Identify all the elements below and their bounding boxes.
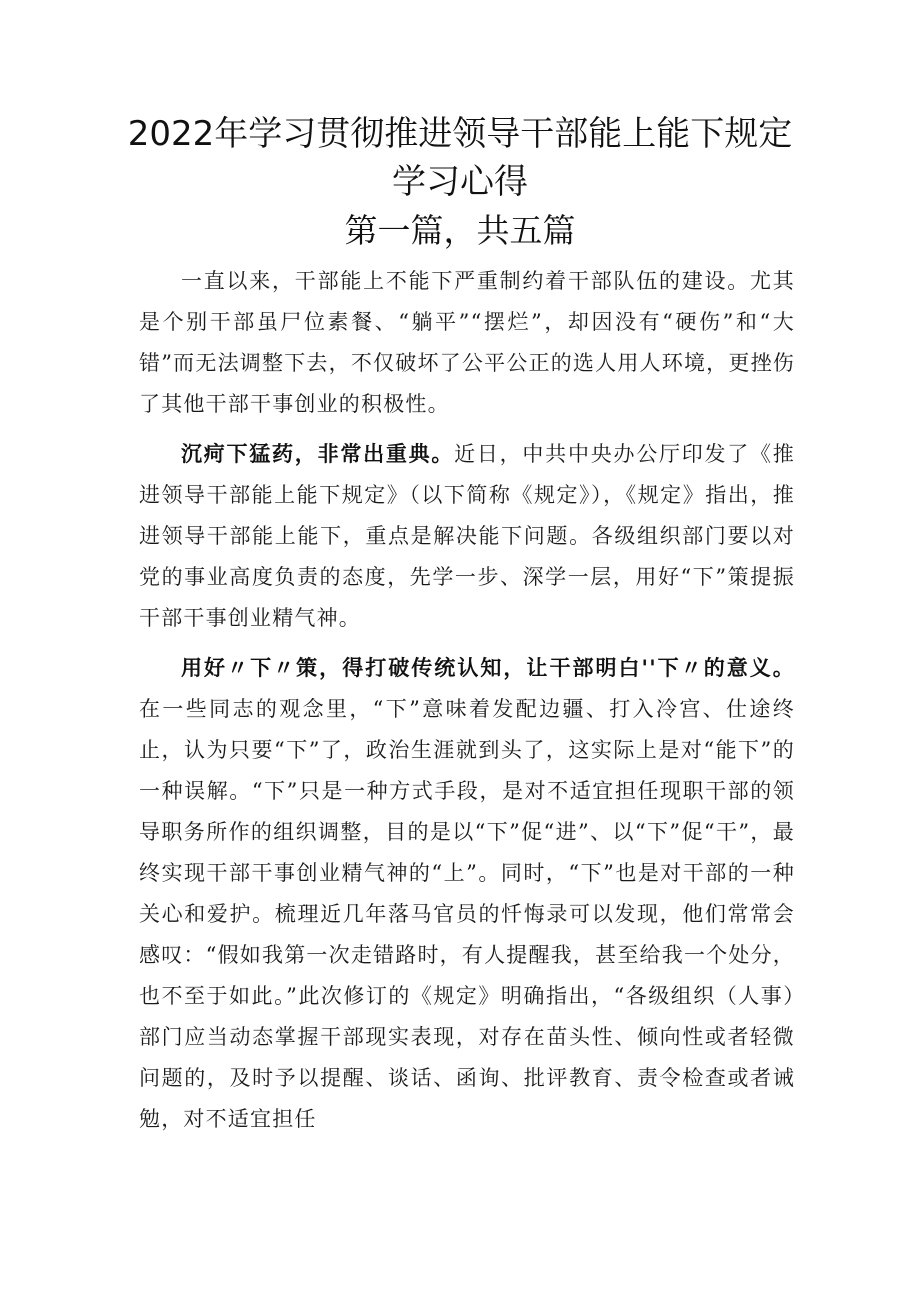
document-subtitle: 第一篇，共五篇 bbox=[344, 211, 576, 250]
paragraph-text: 在一些同志的观念里，“下”意味着发配边疆、打入冷宫、仕途终止，认为只要“下”了，政治生涯就到头了，这实际上是对“能下”的一种误解。“下”只是一种方式手段，是对不适宜担任现职干部的领导职务所作的组织调整，目的是以“下”促“进”、以“下”促“干”，最终实现干部干事创业精气神的“上”。同时，“下”也是对干部的一种关心和爱护。梳理近几年落马官员的忏悔录可以发现，他们常常会感叹：“假如我第一次走错路时，有人提醒我，甚至给我一个处分，也不至于如此。”此次修订的《规定》明确指出，“各级组织（人事）部门应当动态掌握干部现实表现，对存在苗头性、倾向性或者轻微问题的，及时予以提醒、谈话、函询、批评教育、责令检查或者诫勉，对不适宜担任 bbox=[139, 697, 795, 1131]
paragraph-lead: 沉疴下猛药，非常出重典。 bbox=[181, 441, 455, 466]
paragraph-2 bbox=[139, 433, 795, 639]
document-title-line-1: 2022年学习贯彻推进领导干部能上能下规定 bbox=[127, 114, 793, 154]
paragraph-3 bbox=[139, 647, 795, 1140]
paragraph-text: 一直以来，干部能上不能下严重制约着干部队伍的建设。尤其是个别干部虽尸位素餐、“躺平”“摆烂”，却因没有“硬伤”和“大错”而无法调整下去，不仅破坏了公平公正的选人用人环境，更挫伤了其他干部干事创业的积极性。 bbox=[139, 269, 795, 416]
paragraph-text: 近日，中共中央办公厅印发了《推进领导干部能上能下规定》（以下简称《规定》），《规定》指出，推进领导干部能上能下，重点是解决能下问题。各级组织部门要以对党的事业高度负责的态度，先学一步、深学一层，用好“下”策提振干部干事创业精气神。 bbox=[139, 442, 795, 630]
document-title-line-2: 学习心得 bbox=[392, 162, 528, 202]
paragraph-lead: 用好〃下〃策，得打破传统认知，让干部明白''下〃的意义。 bbox=[181, 655, 795, 680]
document-body bbox=[139, 261, 795, 1140]
paragraph-1 bbox=[139, 261, 795, 425]
